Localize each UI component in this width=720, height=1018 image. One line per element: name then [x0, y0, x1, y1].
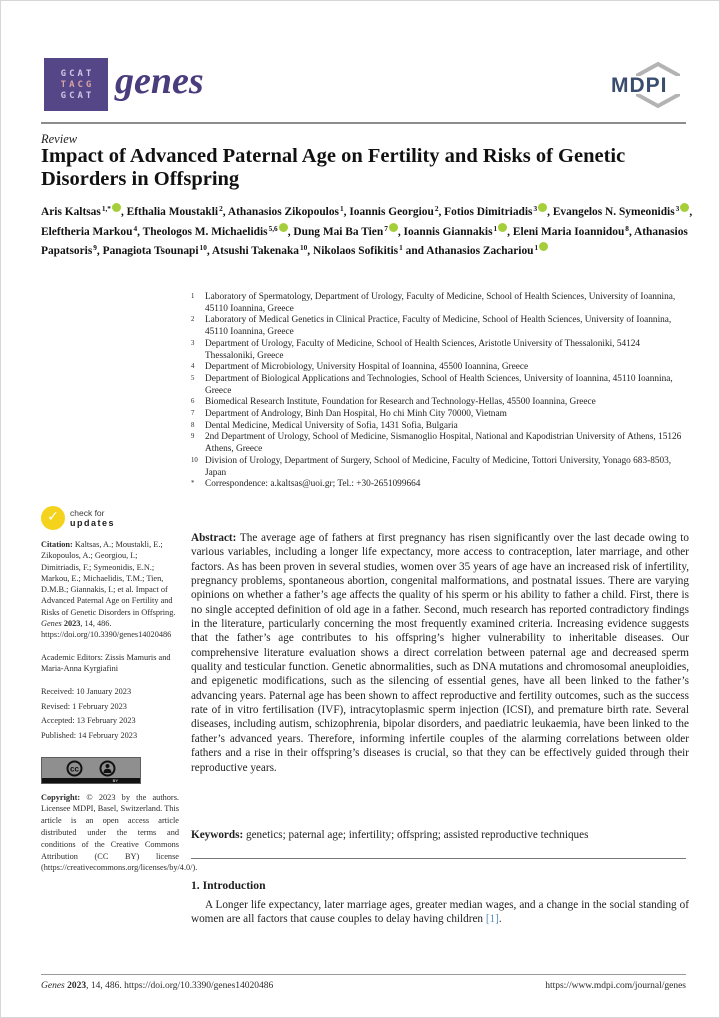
authors-line [41, 201, 693, 260]
cc-by-license-badge[interactable] [41, 757, 141, 784]
article-title: Impact of Advanced Paternal Age on Fertility and Risks of Genetic Disorders in Offspring [41, 145, 626, 190]
article-type: Review [41, 132, 78, 146]
page-footer [41, 981, 686, 991]
orcid-icon[interactable] [389, 223, 398, 232]
svg-text:MDPI: MDPI [611, 74, 668, 97]
affiliation-item: 8 Dental Medicine, Medical University of Sofia, 1431 Sofia, Bulgaria [191, 420, 458, 431]
academic-editors: Academic Editors: Zissis Mamuris and Maria-Anna Kyrgiafini [41, 652, 171, 673]
footer-doi-link[interactable]: https://doi.org/10.3390/genes14020486 [124, 981, 274, 991]
history-dates [41, 685, 179, 743]
sidebar-meta-column [41, 506, 198, 874]
author: , Efthalia Moustakli$^2$ [120, 204, 223, 218]
orcid-icon[interactable] [539, 242, 548, 251]
affiliation-item: 6 Biomedical Research Institute, Foundation for Research and Technology-Hellas, 45500 Ioannina, Greece [191, 397, 596, 408]
cc-icon [66, 760, 83, 777]
footer-divider [41, 974, 686, 975]
footer-citation: Genes 2023, 14, 486. https://doi.org/10.3390/genes14020486 [41, 981, 274, 991]
date-received: Received: 10 January 2023 [41, 687, 132, 697]
date-revised: Revised: 1 February 2023 [41, 701, 127, 711]
author: , Theologos M. Michaelidis$^{5,6}$ [137, 226, 288, 238]
orcid-icon[interactable] [498, 223, 507, 232]
affiliation-item: 1 Laboratory of Spermatology, Department of Urology, Faculty of Medicine, School of Health Sciences, University of Ioannina, 45110 Ioannina, Greece [191, 292, 676, 314]
license-label: BY [42, 778, 140, 783]
keywords: Keywords: genetics; paternal age; infertility; offspring; assisted reproductive techniques [191, 829, 589, 841]
genes-journal-logo [44, 58, 108, 111]
author: , Athanasios Papatsoris$^9$ [41, 225, 688, 258]
affiliation-item: 10 Division of Urology, Department of Surgery, School of Medicine, Faculty of Medicine, Tottori University, Yonago 683-8503, Japan [191, 455, 672, 478]
citation-ref-1[interactable]: [1] [485, 913, 499, 926]
update-badge-line2: updates [70, 517, 116, 528]
author: , Ioannis Giannakis$^1$ [398, 226, 507, 238]
abstract-label: Abstract: [191, 532, 237, 544]
svg-text:cc: cc [70, 764, 79, 774]
copyright-label: Copyright: [41, 792, 81, 802]
logo-monogram-row: GCAT [60, 90, 95, 101]
author: , Atsushi Takenaka$^{10}$ [206, 243, 308, 258]
abstract: Abstract: The average age of fathers at first pregnancy has risen significantly over the last decade owing to various variables, including a longer life expectancy, more access to contraception, later marriage, and other factors. As has been proven in several studies, women over 35 years of age have an increased risk of infertility, pregnancy problems, spontaneous abortion, congenital malformations, and postnatal issues. There are varying opinions on whether a father’s age affects the quality of his sperm or his ability to father a child. First, there is no single accepted definition of old age in a father. Second, much research has reported contradictory findings in the literature, particularly concerning the most frequently examined criteria. Increasing evidence suggests that the father’s age contributes to his offspring’s higher vulnerability to inheritable diseases. Our comprehensive literature evaluation shows a direct correlation between paternal age and decreased sperm quality and testicular function. Genetic abnormalities, such as DNA mutations and chromosomal aneuploidies, and epigenetic modifications, such as the silencing of essential genes, have all been linked to the father’s advancing years. Paternal age has been shown to affect reproductive and fertility outcomes, such as the success rate of in vitro fertilisation (IVF), intracytoplasmic sperm injection (ICSI), and premature birth rate. Several diseases, including autism, schizophrenia, bipolar disorders, and paediatric leukaemia, have been linked to the father’s advanced years. Therefore, informing infertile couples of the alarming correlations between older fathers and a rise in their offspring’s diseases is crucial, so that they can be effectively guided through their reproductive years. [191, 532, 689, 774]
mdpi-logo [605, 61, 687, 109]
correspondence-line: * Correspondence: a.kaltsas@uoi.gr; Tel.: +30-2651099664 [191, 479, 689, 491]
correspondence-link[interactable]: Correspondence: a.kaltsas@uoi.gr; Tel.: +30-2651099664 [205, 479, 421, 490]
citation-doi-link[interactable]: https://doi.org/10.3390/genes14020486 [41, 630, 172, 640]
date-published: Published: 14 February 2023 [41, 731, 138, 741]
author: , Eleftheria Markou$^4$ [41, 206, 693, 238]
author: , Fotios Dimitriadis$^3$ [438, 206, 547, 218]
check-for-updates-badge[interactable] [41, 506, 133, 530]
affiliation-item: 4 Department of Microbiology, University Hospital of Ioannina, 45500 Ioannina, Greece [191, 362, 529, 373]
affiliations [191, 292, 689, 491]
author: , Evangelos N. Symeonidis$^3$ [547, 206, 689, 218]
author: , Ioannis Georgiou$^2$ [343, 204, 439, 218]
affiliation-item: 7 Department of Andrology, Binh Dan Hospital, Ho chi Minh City 70000, Vietnam [191, 409, 507, 420]
person-icon [99, 760, 116, 777]
footer-journal-url[interactable]: https://www.mdpi.com/journal/genes [545, 981, 686, 991]
affiliation-item: 5 Department of Biological Applications and Technologies, School of Health Sciences, University of Ioannina, 45110 Ioannina, Greece [191, 373, 673, 396]
journal-name: genes [115, 60, 204, 102]
citation-block: Citation: Kaltsas, A.; Moustakli, E.; Zikopoulos, A.; Georgiou, I.; Dimitriadis, F.; Symeonidis, E.N.; Markou, E.; Michaelidis, T.M.; Tien, D.M.B.; Giannakis, I.; et al. Impact of Advanced Paternal Age on Fertility and Risks of Genetic Disorders in Offspring. Genes 2023, 14, 486. https://doi.org/10.3390/genes14020486 [41, 540, 176, 640]
keywords-label: Keywords: [191, 829, 244, 841]
orcid-icon[interactable] [680, 203, 689, 212]
introduction-paragraph: A Longer life expectancy, later marriage ages, greater median wages, and a change in the social standing of women are all factors that cause couples to delay having children [1]. [191, 899, 689, 926]
author: , Nikolaos Sofikitis$^1$ [307, 243, 403, 258]
section-heading-introduction: 1. Introduction [191, 879, 266, 892]
author: , Panagiota Tsounapi$^{10}$ [96, 243, 207, 258]
update-badge-line1: check for [70, 507, 105, 518]
orcid-icon[interactable] [538, 203, 547, 212]
copyright-block: Copyright: © 2023 by the authors. Licensee MDPI, Basel, Switzerland. This article is an open access article distributed under the terms and conditions of the Creative Commons Attribution (CC BY) license (https://creativecommons.org/licenses/by/4.0/). [41, 792, 198, 873]
affiliation-item: 9 2nd Department of Urology, School of Medicine, Sismanoglio Hospital, National and Kapodistrian University of Athens, 15126 Athens, Greece [191, 432, 682, 455]
logo-monogram-row: GCAT [60, 68, 95, 79]
citation-label: Citation: [41, 540, 73, 549]
keywords-divider [191, 858, 686, 859]
author: and Athanasios Zachariou$^1$ [403, 245, 548, 257]
date-accepted: Accepted: 13 February 2023 [41, 716, 136, 726]
author: , Dung Mai Ba Tien$^7$ [288, 226, 398, 238]
orcid-icon[interactable] [112, 203, 121, 212]
logo-monogram-row: TACG [60, 79, 95, 90]
author: Aris Kaltsas$^{1,*}$ [41, 206, 121, 218]
affiliation-item: 2 Laboratory of Medical Genetics in Clinical Practice, Faculty of Medicine, School of Health Sciences, University of Ioannina, 45110 Ioannina, Greece [191, 315, 672, 338]
header-divider [41, 122, 686, 124]
orcid-icon[interactable] [279, 223, 288, 232]
check-icon: ✓ [41, 506, 65, 530]
author: , Athanasios Zikopoulos$^1$ [222, 204, 344, 218]
author: , Eleni Maria Ioannidou$^8$ [507, 223, 629, 238]
affiliation-item: 3 Department of Urology, Faculty of Medicine, School of Health Sciences, Aristotle University of Thessaloniki, 54124 Thessaloniki, Greece [191, 338, 641, 361]
